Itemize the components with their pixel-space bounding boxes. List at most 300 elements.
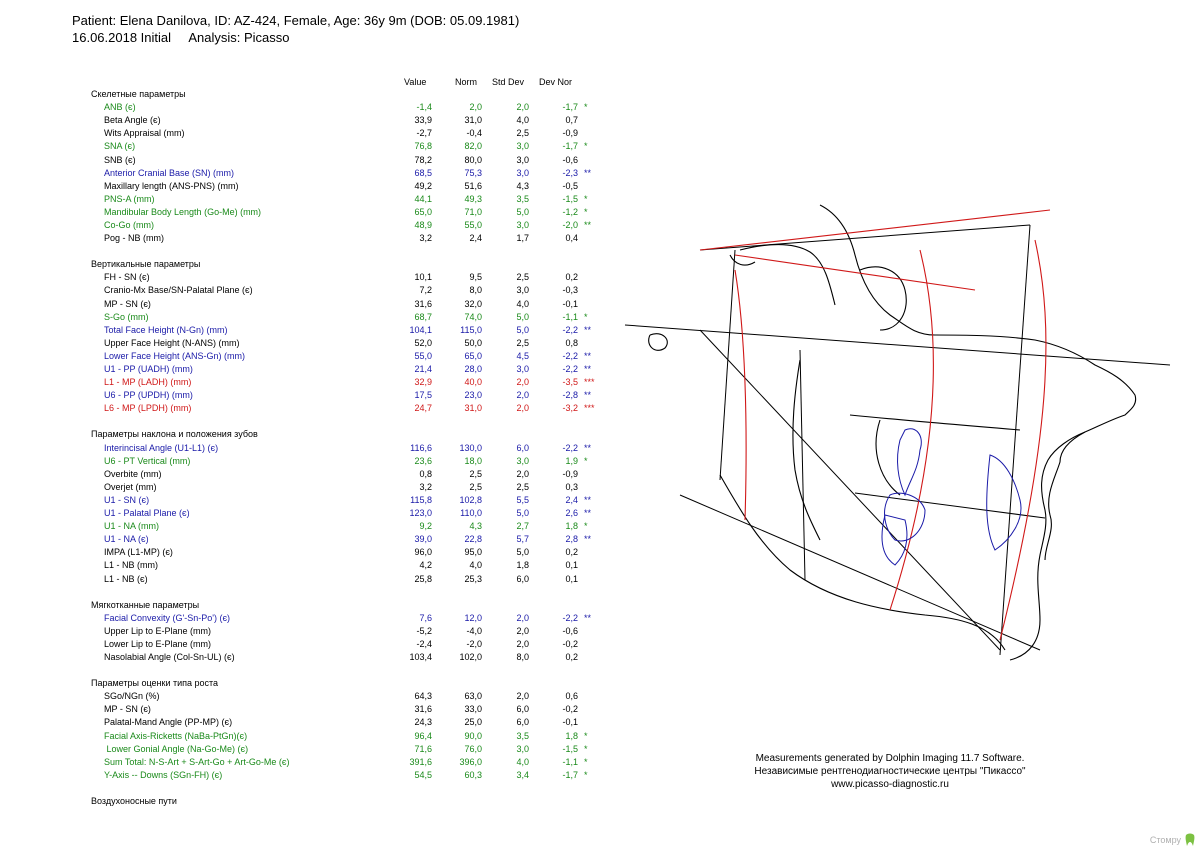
measurement-value: 103,4 bbox=[409, 652, 432, 662]
significance-stars: ** bbox=[584, 324, 592, 335]
measurement-row bbox=[0, 716, 620, 728]
measurement-row bbox=[0, 756, 620, 768]
significance-stars: ** bbox=[584, 494, 592, 505]
significance-stars: ** bbox=[584, 508, 592, 518]
measurement-value: 4,2 bbox=[419, 560, 432, 571]
measurement-value: -2,4 bbox=[416, 638, 432, 649]
significance-stars: ** bbox=[584, 442, 592, 453]
significance-stars: * bbox=[584, 311, 588, 322]
measurement-name: Cranio-Mx Base/SN-Palatal Plane (є) bbox=[104, 285, 253, 296]
measurement-norm: -0,4 bbox=[466, 128, 482, 139]
measurement-norm: 130,0 bbox=[459, 442, 482, 453]
measurement-row bbox=[0, 311, 620, 323]
measurement-dev-nor: -0,6 bbox=[562, 154, 578, 165]
measurement-std-dev: 6,0 bbox=[516, 704, 529, 715]
fh-line bbox=[625, 325, 1170, 365]
measurement-row bbox=[0, 298, 620, 310]
measurement-row bbox=[0, 730, 620, 742]
measurement-row bbox=[0, 546, 620, 558]
measurement-name: Beta Angle (є) bbox=[104, 115, 161, 126]
measurement-dev-nor: -2,2 bbox=[562, 442, 578, 453]
measurement-value: 24,3 bbox=[414, 717, 432, 728]
measurement-dev-nor: -2,8 bbox=[562, 390, 578, 401]
measurement-dev-nor: -1,1 bbox=[562, 756, 578, 767]
measurement-norm: 23,0 bbox=[464, 390, 482, 401]
cephalometric-tracing bbox=[620, 190, 1180, 670]
measurement-norm: 82,0 bbox=[464, 141, 482, 152]
measurement-norm: 95,0 bbox=[464, 547, 482, 558]
measurement-value: 48,9 bbox=[414, 220, 432, 230]
measurement-value: 78,2 bbox=[414, 154, 432, 165]
cranial-base bbox=[740, 245, 835, 305]
measurement-value: 25,8 bbox=[414, 573, 432, 584]
measurement-dev-nor: -2,2 bbox=[562, 350, 578, 361]
measurement-std-dev: 1,7 bbox=[516, 233, 529, 244]
measurement-row bbox=[0, 167, 620, 179]
measurement-dev-nor: 1,8 bbox=[565, 730, 578, 741]
measurement-norm: 32,0 bbox=[464, 298, 482, 309]
significance-stars: ** bbox=[584, 390, 592, 401]
measurement-dev-nor: 0,2 bbox=[565, 652, 578, 662]
measurement-norm: 4,3 bbox=[469, 521, 482, 532]
measurement-std-dev: 5,0 bbox=[516, 206, 529, 217]
measurement-row bbox=[0, 703, 620, 715]
patient-info: Patient: Elena Danilova, ID: AZ-424, Female, Age: 36y 9m (DOB: 05.09.1981) bbox=[72, 13, 520, 28]
measurement-row bbox=[0, 468, 620, 480]
measurement-norm: 60,3 bbox=[464, 769, 482, 780]
measurement-row bbox=[0, 573, 620, 585]
measurement-norm: 63,0 bbox=[464, 691, 482, 702]
palate bbox=[850, 415, 1020, 430]
measurement-std-dev: 4,5 bbox=[516, 350, 529, 361]
measurement-name: FH - SN (є) bbox=[104, 272, 150, 283]
measurement-dev-nor: -1,7 bbox=[562, 102, 578, 113]
measurement-name: Mandibular Body Length (Go-Me) (mm) bbox=[104, 206, 262, 217]
measurement-dev-nor: -0,2 bbox=[562, 704, 578, 715]
measurement-norm: 90,0 bbox=[464, 730, 482, 741]
measurement-name: Nasolabial Angle (Col-Sn-UL) (є) bbox=[104, 652, 235, 662]
measurement-row bbox=[0, 324, 620, 336]
measurement-std-dev: 2,5 bbox=[516, 337, 529, 348]
measurement-value: 49,2 bbox=[414, 180, 432, 191]
measurement-name: Overjet (mm) bbox=[104, 481, 157, 492]
measurement-row bbox=[0, 376, 620, 388]
measurement-std-dev: 3,0 bbox=[516, 285, 529, 296]
measurement-row bbox=[0, 350, 620, 362]
measurement-norm: 115,0 bbox=[460, 324, 482, 335]
measurement-std-dev: 2,5 bbox=[516, 272, 529, 283]
measurement-value: 0,8 bbox=[419, 468, 432, 479]
measurement-norm: 50,0 bbox=[464, 337, 482, 348]
measurement-std-dev: 4,0 bbox=[516, 298, 529, 309]
measurement-value: 23,6 bbox=[414, 455, 432, 466]
mp-line bbox=[680, 495, 1040, 650]
n-line bbox=[1000, 225, 1030, 655]
measurement-row bbox=[0, 219, 620, 231]
measurement-dev-nor: -1,2 bbox=[562, 206, 578, 217]
measurement-value: 3,2 bbox=[419, 233, 432, 244]
measurement-norm: 55,0 bbox=[464, 220, 482, 230]
footer-center: Независимые рентгенодиагностические центры "Пикассо" bbox=[754, 766, 1026, 777]
measurement-dev-nor: 2,6 bbox=[565, 508, 578, 518]
measurement-dev-nor: 0,7 bbox=[565, 115, 578, 126]
section-title: Параметры наклона и положения зубов bbox=[91, 429, 258, 440]
section-title: Мягкотканные параметры bbox=[91, 599, 200, 610]
significance-stars: ** bbox=[584, 534, 592, 545]
measurement-name: Facial Axis-Ricketts (NaBa-PtGn)(є) bbox=[104, 730, 248, 741]
measurement-row bbox=[0, 625, 620, 637]
measurement-value: 116,6 bbox=[410, 442, 432, 453]
section-heading bbox=[0, 677, 620, 689]
measurement-name: SNA (є) bbox=[104, 141, 136, 152]
measurement-value: 10,1 bbox=[414, 272, 432, 283]
measurement-value: 68,5 bbox=[414, 167, 432, 178]
measurement-row bbox=[0, 389, 620, 401]
upper-molar bbox=[885, 493, 925, 541]
measurement-std-dev: 6,0 bbox=[516, 573, 529, 584]
measurement-dev-nor: -3,5 bbox=[562, 377, 578, 388]
measurement-dev-nor: -2,3 bbox=[562, 167, 578, 178]
measurement-row bbox=[0, 494, 620, 506]
measurement-dev-nor: -3,2 bbox=[562, 403, 578, 414]
measurement-norm: 396,0 bbox=[459, 756, 482, 767]
measurement-norm: 2,5 bbox=[469, 481, 482, 492]
measurement-norm: 2,5 bbox=[469, 468, 482, 479]
measurement-std-dev: 2,0 bbox=[516, 102, 529, 113]
measurement-norm: 9,5 bbox=[469, 272, 482, 283]
measurement-name: Upper Lip to E-Plane (mm) bbox=[104, 625, 212, 636]
measurement-row bbox=[0, 442, 620, 454]
measurement-row bbox=[0, 206, 620, 218]
measurement-value: -5,2 bbox=[416, 625, 432, 636]
measurement-row bbox=[0, 193, 620, 205]
measurement-std-dev: 2,0 bbox=[516, 612, 529, 623]
occlusal-line bbox=[855, 493, 1045, 518]
measurement-dev-nor: -1,5 bbox=[562, 743, 578, 754]
measurement-row bbox=[0, 127, 620, 139]
measurement-row bbox=[0, 520, 620, 532]
measurement-row bbox=[0, 271, 620, 283]
measurement-value: 68,7 bbox=[414, 311, 432, 322]
section-heading bbox=[0, 428, 620, 440]
measurement-value: 3,2 bbox=[419, 481, 432, 492]
measurement-row bbox=[0, 114, 620, 126]
measurement-name: MP - SN (є) bbox=[104, 704, 151, 715]
significance-stars: * bbox=[584, 102, 588, 113]
footer-website: www.picasso-diagnostic.ru bbox=[831, 779, 949, 790]
measurement-value: 76,8 bbox=[414, 141, 432, 152]
measurement-dev-nor: -0,9 bbox=[562, 468, 578, 479]
measurement-dev-nor: 0,6 bbox=[565, 691, 578, 702]
measurement-std-dev: 6,0 bbox=[516, 442, 529, 453]
measurement-value: 21,4 bbox=[414, 364, 432, 374]
col-header-std-dev: Std Dev bbox=[492, 77, 525, 87]
measurement-dev-nor: 1,8 bbox=[565, 521, 578, 532]
measurement-value: 31,6 bbox=[414, 298, 432, 309]
measurement-row bbox=[0, 638, 620, 650]
measurement-dev-nor: -0,6 bbox=[562, 625, 578, 636]
measurement-std-dev: 3,0 bbox=[516, 364, 529, 374]
section-heading bbox=[0, 795, 620, 807]
measurement-row bbox=[0, 481, 620, 493]
measurement-dev-nor: -2,2 bbox=[562, 324, 578, 335]
measurement-std-dev: 3,4 bbox=[516, 769, 529, 780]
significance-stars: * bbox=[584, 521, 588, 532]
measurement-dev-nor: 0,2 bbox=[565, 272, 578, 283]
measurement-std-dev: 4,0 bbox=[516, 115, 529, 126]
ramus bbox=[793, 360, 820, 540]
measurement-name: ANB (є) bbox=[104, 102, 136, 113]
measurement-value: 55,0 bbox=[414, 350, 432, 361]
measurement-std-dev: 5,0 bbox=[516, 324, 529, 335]
measurement-norm: 4,0 bbox=[469, 560, 482, 571]
measurement-std-dev: 2,0 bbox=[516, 390, 529, 401]
col-header-norm: Norm bbox=[455, 77, 477, 87]
palatal-measure-line bbox=[735, 255, 975, 290]
measurement-value: 64,3 bbox=[414, 691, 432, 702]
significance-stars: ** bbox=[584, 350, 592, 361]
measurement-norm: 2,4 bbox=[469, 233, 482, 244]
footer-software: Measurements generated by Dolphin Imaging 11.7 Software. bbox=[755, 753, 1025, 764]
measurement-row bbox=[0, 507, 620, 519]
measurement-norm: 74,0 bbox=[464, 311, 482, 322]
measurement-name: Y-Axis -- Downs (SGn-FH) (є) bbox=[104, 769, 223, 780]
measurement-name: Overbite (mm) bbox=[104, 468, 162, 479]
measurement-norm: 71,0 bbox=[464, 206, 482, 217]
measurement-value: 44,1 bbox=[414, 193, 432, 204]
measurement-row bbox=[0, 455, 620, 467]
measurement-name: SNB (є) bbox=[104, 154, 136, 165]
sn-measure-line bbox=[700, 210, 1050, 250]
significance-stars: *** bbox=[584, 377, 595, 388]
measurement-row bbox=[0, 154, 620, 166]
measurement-dev-nor: 0,3 bbox=[565, 481, 578, 492]
measurement-std-dev: 1,8 bbox=[516, 560, 529, 571]
measurement-row bbox=[0, 337, 620, 349]
measurement-name: Interincisal Angle (U1-L1) (є) bbox=[104, 442, 219, 453]
measurement-std-dev: 3,5 bbox=[516, 730, 529, 741]
measurement-norm: 28,0 bbox=[464, 364, 482, 374]
measurement-row bbox=[0, 101, 620, 113]
measurement-row bbox=[0, 769, 620, 781]
measurement-std-dev: 3,0 bbox=[516, 167, 529, 178]
measurement-value: 7,6 bbox=[419, 612, 432, 623]
significance-stars: ** bbox=[584, 167, 592, 178]
significance-stars: * bbox=[584, 206, 588, 217]
measurement-value: 65,0 bbox=[414, 206, 432, 217]
measurement-dev-nor: -0,1 bbox=[562, 298, 578, 309]
measurement-norm: 49,3 bbox=[464, 193, 482, 204]
measurement-name: U1 - NA (є) bbox=[104, 534, 149, 545]
measurement-std-dev: 5,5 bbox=[516, 494, 529, 505]
measurement-dev-nor: -0,5 bbox=[562, 180, 578, 191]
significance-stars: * bbox=[584, 743, 588, 754]
measurement-name: S-Go (mm) bbox=[104, 311, 149, 322]
measurement-value: 54,5 bbox=[414, 769, 432, 780]
measurement-row bbox=[0, 559, 620, 571]
significance-stars: * bbox=[584, 193, 588, 204]
measurement-name: Palatal-Mand Angle (PP-MP) (є) bbox=[104, 717, 233, 728]
measurement-name: U1 - Palatal Plane (є) bbox=[104, 508, 190, 518]
measurement-std-dev: 2,0 bbox=[516, 468, 529, 479]
upper-jaw bbox=[876, 420, 900, 495]
measurement-std-dev: 3,0 bbox=[516, 455, 529, 466]
section-heading bbox=[0, 88, 620, 100]
measurement-name: L6 - MP (LPDH) (mm) bbox=[104, 403, 192, 414]
measurement-value: 24,7 bbox=[414, 403, 432, 414]
section-title: Параметры оценки типа роста bbox=[91, 678, 219, 689]
measurement-dev-nor: -0,3 bbox=[562, 285, 578, 296]
measurement-value: -2,7 bbox=[416, 128, 432, 139]
measurement-row bbox=[0, 232, 620, 244]
measurement-std-dev: 4,0 bbox=[516, 756, 529, 767]
col-header-dev-nor: Dev Nor bbox=[539, 77, 573, 87]
measurement-std-dev: 3,5 bbox=[516, 193, 529, 204]
measurement-name: Co-Go (mm) bbox=[104, 220, 154, 230]
measurement-norm: 65,0 bbox=[464, 350, 482, 361]
measurement-std-dev: 6,0 bbox=[516, 717, 529, 728]
measurement-std-dev: 5,0 bbox=[516, 311, 529, 322]
tooth-icon bbox=[1184, 833, 1196, 847]
measurement-value: 391,6 bbox=[409, 756, 432, 767]
measurement-name: U1 - NA (mm) bbox=[104, 521, 159, 532]
measurement-name: Total Face Height (N-Gn) (mm) bbox=[104, 324, 228, 335]
sn-line bbox=[700, 225, 1030, 250]
measurement-name: L1 - MP (LADH) (mm) bbox=[104, 377, 192, 388]
significance-stars: * bbox=[584, 769, 588, 780]
measurement-value: 33,9 bbox=[414, 115, 432, 126]
measurement-row bbox=[0, 402, 620, 414]
measurement-value: 96,4 bbox=[414, 730, 432, 741]
measurement-name: Pog - NB (mm) bbox=[104, 233, 165, 244]
pt-vertical bbox=[800, 350, 805, 580]
measurement-dev-nor: -1,7 bbox=[562, 769, 578, 780]
measurement-row bbox=[0, 140, 620, 152]
measurement-norm: 22,8 bbox=[464, 534, 482, 545]
measurement-value: 7,2 bbox=[419, 285, 432, 296]
measurement-std-dev: 2,0 bbox=[516, 625, 529, 636]
measurement-norm: 80,0 bbox=[464, 154, 482, 165]
section-heading bbox=[0, 258, 620, 270]
measurement-std-dev: 8,0 bbox=[516, 652, 529, 662]
measurement-value: -1,4 bbox=[416, 102, 432, 113]
measurement-norm: 25,3 bbox=[464, 573, 482, 584]
significance-stars: ** bbox=[584, 612, 592, 623]
measurement-name: Lower Gonial Angle (Na-Go-Me) (є) bbox=[104, 743, 249, 754]
measurement-norm: 18,0 bbox=[464, 455, 482, 466]
measurement-dev-nor: 0,2 bbox=[565, 547, 578, 558]
measurement-std-dev: 2,7 bbox=[516, 521, 529, 532]
measurement-dev-nor: 0,1 bbox=[565, 573, 578, 584]
measurement-dev-nor: -2,2 bbox=[562, 612, 578, 623]
measurement-value: 71,6 bbox=[414, 743, 432, 754]
measurement-dev-nor: 2,4 bbox=[565, 494, 578, 505]
significance-stars: * bbox=[584, 756, 588, 767]
measurement-norm: 102,8 bbox=[459, 494, 482, 505]
measurement-std-dev: 2,5 bbox=[516, 128, 529, 139]
measurement-name: MP - SN (є) bbox=[104, 298, 151, 309]
measurement-name: L1 - NB (mm) bbox=[104, 560, 158, 571]
significance-stars: * bbox=[584, 141, 588, 152]
measurement-name: IMPA (L1-MP) (є) bbox=[104, 547, 173, 558]
measurement-dev-nor: 2,8 bbox=[565, 534, 578, 545]
measurement-row bbox=[0, 690, 620, 702]
measurement-std-dev: 3,0 bbox=[516, 743, 529, 754]
measurement-value: 17,5 bbox=[414, 390, 432, 401]
measurement-std-dev: 5,0 bbox=[516, 508, 529, 518]
measurement-value: 104,1 bbox=[409, 324, 432, 335]
measurement-norm: 76,0 bbox=[464, 743, 482, 754]
measurement-name: L1 - NB (є) bbox=[104, 573, 148, 584]
measurement-row bbox=[0, 533, 620, 545]
arc-left bbox=[735, 270, 746, 520]
measurement-norm: 110,0 bbox=[460, 508, 482, 518]
measurement-dev-nor: -0,2 bbox=[562, 638, 578, 649]
measurement-norm: -4,0 bbox=[466, 625, 482, 636]
measurement-name: Facial Convexity (G'-Sn-Po') (є) bbox=[104, 612, 231, 623]
watermark bbox=[1150, 833, 1196, 847]
measurement-value: 52,0 bbox=[414, 337, 432, 348]
measurement-row bbox=[0, 284, 620, 296]
measurement-name: PNS-A (mm) bbox=[104, 193, 155, 204]
measurement-value: 96,0 bbox=[414, 547, 432, 558]
measurement-norm: 25,0 bbox=[464, 717, 482, 728]
measurement-norm: 102,0 bbox=[459, 652, 482, 662]
measurement-dev-nor: -2,2 bbox=[562, 364, 578, 374]
significance-stars: * bbox=[584, 730, 588, 741]
section-title: Скелетные параметры bbox=[91, 89, 186, 99]
measurement-dev-nor: -0,1 bbox=[562, 717, 578, 728]
measurement-std-dev: 3,0 bbox=[516, 141, 529, 152]
profile-lips bbox=[1045, 432, 1085, 560]
measurement-std-dev: 2,5 bbox=[516, 481, 529, 492]
measurement-name: Upper Face Height (N-ANS) (mm) bbox=[104, 337, 240, 348]
significance-stars: ** bbox=[584, 220, 592, 230]
significance-stars: ** bbox=[584, 364, 592, 374]
measurement-value: 9,2 bbox=[419, 521, 432, 532]
measurement-dev-nor: -1,7 bbox=[562, 141, 578, 152]
measurement-row bbox=[0, 180, 620, 192]
measurement-norm: -2,0 bbox=[466, 638, 482, 649]
measurement-name: Anterior Cranial Base (SN) (mm) bbox=[104, 167, 235, 178]
lower-incisor bbox=[987, 455, 1021, 550]
measurement-norm: 8,0 bbox=[469, 285, 482, 296]
upper-incisor bbox=[898, 429, 922, 495]
measurement-name: SGo/NGn (%) bbox=[104, 691, 160, 702]
measurement-name: U1 - PP (UADH) (mm) bbox=[104, 364, 193, 374]
measurement-std-dev: 5,0 bbox=[516, 547, 529, 558]
measurement-norm: 33,0 bbox=[464, 704, 482, 715]
measurement-std-dev: 3,0 bbox=[516, 154, 529, 165]
measurement-norm: 31,0 bbox=[464, 115, 482, 126]
measurement-value: 31,6 bbox=[414, 704, 432, 715]
measurement-norm: 31,0 bbox=[464, 403, 482, 414]
measurement-norm: 2,0 bbox=[469, 102, 482, 113]
measurement-name: U1 - SN (є) bbox=[104, 494, 150, 505]
measurement-row bbox=[0, 612, 620, 624]
measurement-name: U6 - PP (UPDH) (mm) bbox=[104, 390, 193, 401]
col-header-value: Value bbox=[404, 77, 427, 87]
mandible-outline bbox=[720, 475, 1005, 650]
measurement-std-dev: 2,0 bbox=[516, 691, 529, 702]
measurement-dev-nor: -0,9 bbox=[562, 128, 578, 139]
measurement-value: 39,0 bbox=[414, 534, 432, 545]
measurement-dev-nor: 1,9 bbox=[565, 455, 578, 466]
significance-stars: * bbox=[584, 455, 588, 466]
measurement-std-dev: 3,0 bbox=[516, 220, 529, 230]
measurement-std-dev: 2,0 bbox=[516, 638, 529, 649]
measurement-name: Lower Face Height (ANS-Gn) (mm) bbox=[104, 350, 246, 361]
